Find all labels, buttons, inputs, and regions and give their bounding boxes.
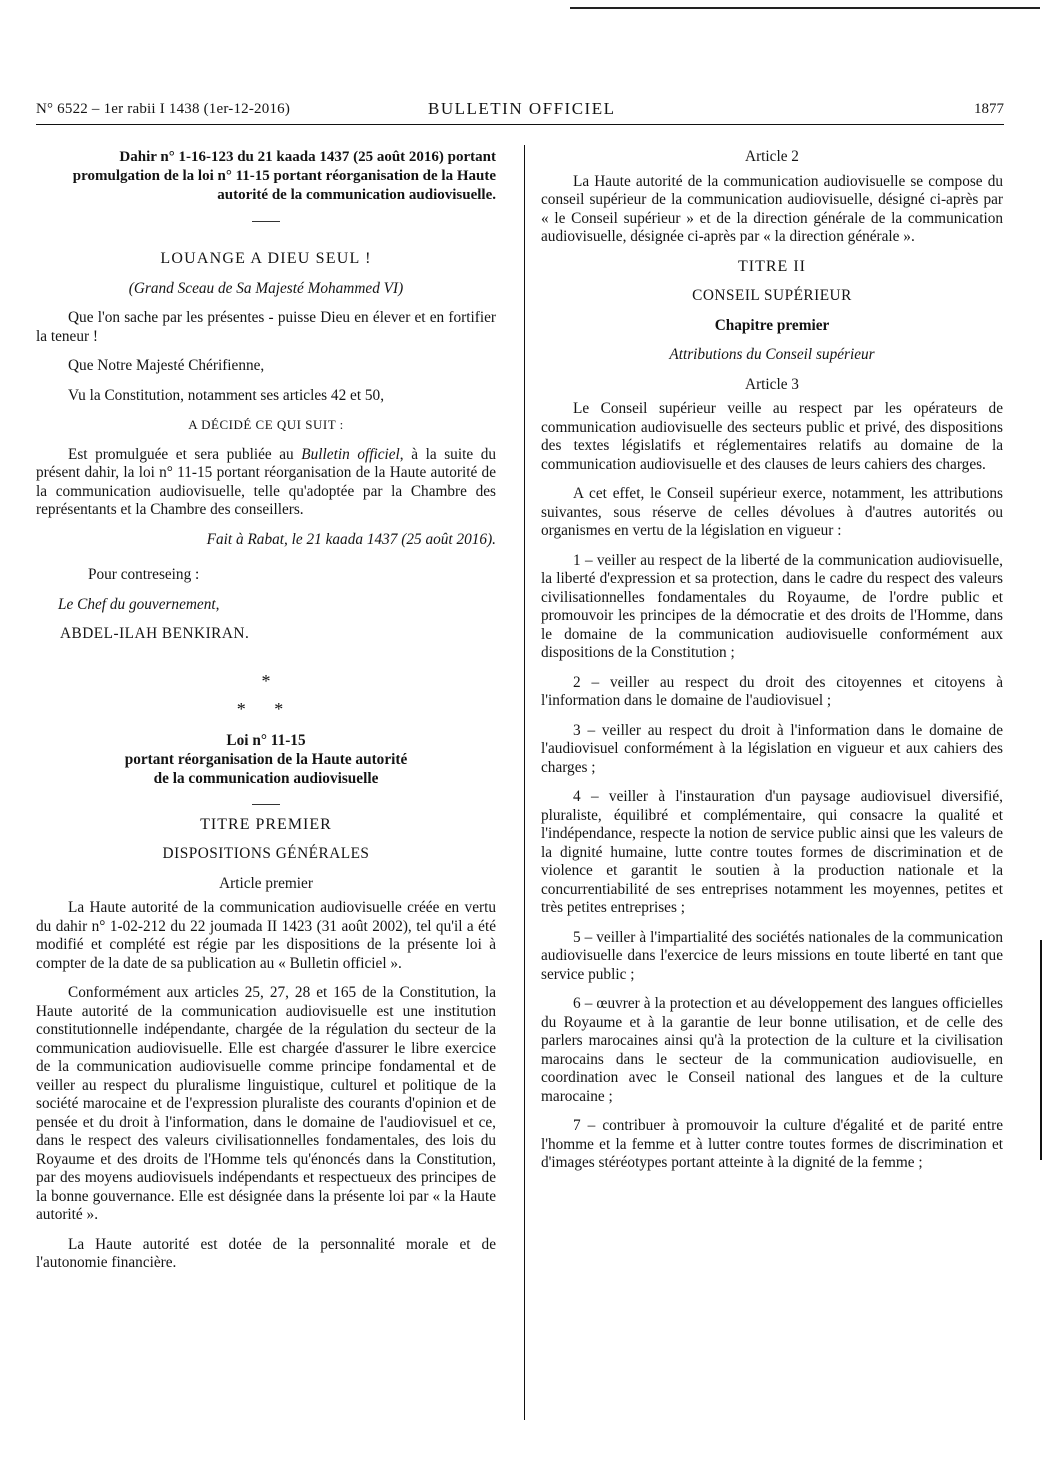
- title-2-heading: TITRE II: [738, 257, 806, 275]
- left-column: [36, 148, 496, 1273]
- article-1-para-2: Conformément aux articles 25, 27, 28 et 165 de la Constitution, la Haute autorité de la communication audiovisuelle est une institution constitutionnelle indépendante, chargée de la régulation du secteur de la communication audiovisuelle. Elle est chargée d'assurer le libre exercice de la communication audiovisuelle comme principe fondamental et de veiller au respect du pluralisme linguistique, culturel et politique de la société marocaine et de l'expression pluraliste des courants d'opinion et de pensée et du droit à l'information, dans le domaine de l'audiovisuel et ce, dans le respect des valeurs civilisationnelles fondamentales, des lois du Royaume et des droits de l'Homme tels qu'énoncés dans la Constitution, par des moyens audiovisuels indépendants et respectueux des principes de la bonne gouvernance. Elle est désignée dans la présente loi par « la Haute autorité ».: [36, 984, 496, 1223]
- title-2-subheading: CONSEIL SUPÉRIEUR: [692, 287, 852, 304]
- list-item: 5 – veiller à l'impartialité des sociétés nationales de la communication audiovisuelle dans l'exercice de leurs missions en toute liberté en tant que service public ;: [541, 928, 1003, 983]
- chapter-subheading: Attributions du Conseil supérieur: [669, 346, 875, 363]
- journal-title: BULLETIN OFFICIEL: [428, 99, 616, 118]
- preamble-1: Que l'on sache par les présentes - puisse Dieu en élever et en fortifier la teneur !: [36, 309, 496, 345]
- article-3-para-2: A cet effet, le Conseil supérieur exerce, notamment, les attributions suivantes, sous réserve de celles dévolues à d'autres autorités ou organismes en vertu de la législation en vigueur :: [541, 485, 1003, 539]
- short-divider: [252, 221, 280, 222]
- article-heading: Article premier: [219, 874, 313, 892]
- countersign-label: Pour contreseing :: [88, 566, 200, 583]
- dahir-title: Dahir n° 1-16-123 du 21 kaada 1437 (25 août 2016) portant promulgation de la loi n° 11-15 portant réorganisation de la Haute autorité de la communication audiovisuelle.: [72, 149, 496, 203]
- page-number: 1877: [974, 101, 1004, 117]
- short-divider-2: [252, 804, 280, 805]
- title-heading: TITRE PREMIER: [200, 815, 332, 833]
- list-item: 2 – veiller au respect du droit des citoyennes et citoyens à l'information dans le domaine de l'audiovisuel ;: [541, 673, 1003, 709]
- article-3-heading: Article 3: [745, 375, 799, 393]
- decision-heading: A DÉCIDÉ CE QUI SUIT :: [188, 417, 344, 432]
- law-title-line-2: de la communication audiovisuelle: [153, 769, 379, 787]
- promulgation-paragraph: Est promulguée et sera publiée au Bulletin officiel, à la suite du présent dahir, la loi n° 11-15 portant réorganisation de la Haute autorité de la communication audiovisuelle, telle qu'adoptée par la Chambre des représentants et la Chambre des conseillers.: [36, 445, 497, 518]
- invocation: LOUANGE A DIEU SEUL !: [160, 250, 372, 267]
- list-item: 4 – veiller à l'instauration d'un paysage audiovisuel diversifié, pluraliste, équilibré et complémentaire, qui consacre la qualité et l'indépendance, respecte la notion de service public ainsi que les valeurs de la dignité humaine, lutte contre toutes formes de discrimination et de violence et garantit le soutien à la production nationale et la concurrentiabilité de ses entreprises notamment les moyennes, petites et très petites entreprises ;: [541, 788, 1003, 916]
- issue-number: N° 6522 – 1er rabii I 1438 (1er-12-2016): [36, 101, 291, 117]
- right-column: [541, 148, 1003, 1173]
- place-date: Fait à Rabat, le 21 kaada 1437 (25 août 2016).: [206, 530, 496, 548]
- header-rule: [36, 124, 1004, 125]
- chief-title: Le Chef du gouvernement,: [58, 595, 220, 613]
- preamble-2: Que Notre Majesté Chérifienne,: [68, 357, 265, 374]
- scan-edge-mark: [1040, 940, 1042, 1160]
- preamble-3: Vu la Constitution, notamment ses articles 42 et 50,: [68, 386, 385, 404]
- law-number: Loi n° 11-15: [226, 731, 306, 749]
- separator-stars: * *: [236, 699, 296, 719]
- article-1-para-3: La Haute autorité est dotée de la personnalité morale et de l'autonomie financière.: [36, 1235, 496, 1271]
- page-header: [36, 101, 1004, 123]
- scan-top-line: [570, 7, 1040, 9]
- seal-line: (Grand Sceau de Sa Majesté Mohammed VI): [128, 279, 404, 297]
- list-item: 1 – veiller au respect de la liberté de la communication audiovisuelle, la liberté d'expression et sa protection, dans le cadre du respect des valeurs civilisationnelles fondamentales du Royaume, de l'ordre public et promouvoir les principes de la démocratie et des droits de l'Homme, dans le domaine de la communication audiovisuelle conformément aux dispositions de la Constitution ;: [541, 551, 1003, 661]
- list-item: 7 – contribuer à promouvoir la culture d'égalité et de parité entre l'homme et la femme et à lutter contre toutes formes de discrimination et d'images stéréotypes portant atteinte à la dignité de la femme ;: [541, 1117, 1003, 1171]
- law-title-line-1: portant réorganisation de la Haute autorité: [124, 750, 408, 768]
- list-item: 6 – œuvrer à la protection et au développement des langues officielles du Royaume et à la garantie de leur bonne utilisation, et de celle des parlers marocaines ainsi qu'à la protection de la culture et la civilisation marocains dans le secteur de la communication audiovisuelle, en coordination avec le Conseil national des langues et de la culture marocaine ;: [541, 995, 1003, 1105]
- signatory-name: ABDEL-ILAH BENKIRAN.: [60, 625, 250, 642]
- article-1-para-1: La Haute autorité de la communication audiovisuelle créée en vertu du dahir n° 1-02-212 du 22 joumada II 1423 (31 août 2002), tel qu'il a été modifié et complété est régie par les dispositions de la présente loi à compter de la date de sa publication au « Bulletin officiel ».: [36, 899, 496, 972]
- list-item: 3 – veiller au respect du droit à l'information dans le domaine de l'audiovisuel conformément à la législation en vigueur et aux cahiers des charges ;: [541, 721, 1003, 776]
- column-divider: [524, 145, 525, 1420]
- chapter-heading: Chapitre premier: [714, 316, 830, 334]
- article-2-para: La Haute autorité de la communication audiovisuelle se compose du conseil supérieur de la communication audiovisuelle, désigné ci-après par « le Conseil supérieur » et de la direction générale de la communication audiovisuelle, désignée ci-après par « la direction générale ».: [541, 172, 1003, 245]
- article-3-para-1: Le Conseil supérieur veille au respect par les opérateurs de communication audiovisuelle des secteurs public et privé, des dispositions des textes législatifs et réglementaires relatifs au domaine de la communication audiovisuelle et des clauses de leurs cahiers des charges.: [541, 400, 1003, 473]
- article-2-heading: Article 2: [745, 148, 799, 165]
- separator-star: *: [261, 670, 271, 691]
- title-subheading: DISPOSITIONS GÉNÉRALES: [162, 845, 370, 862]
